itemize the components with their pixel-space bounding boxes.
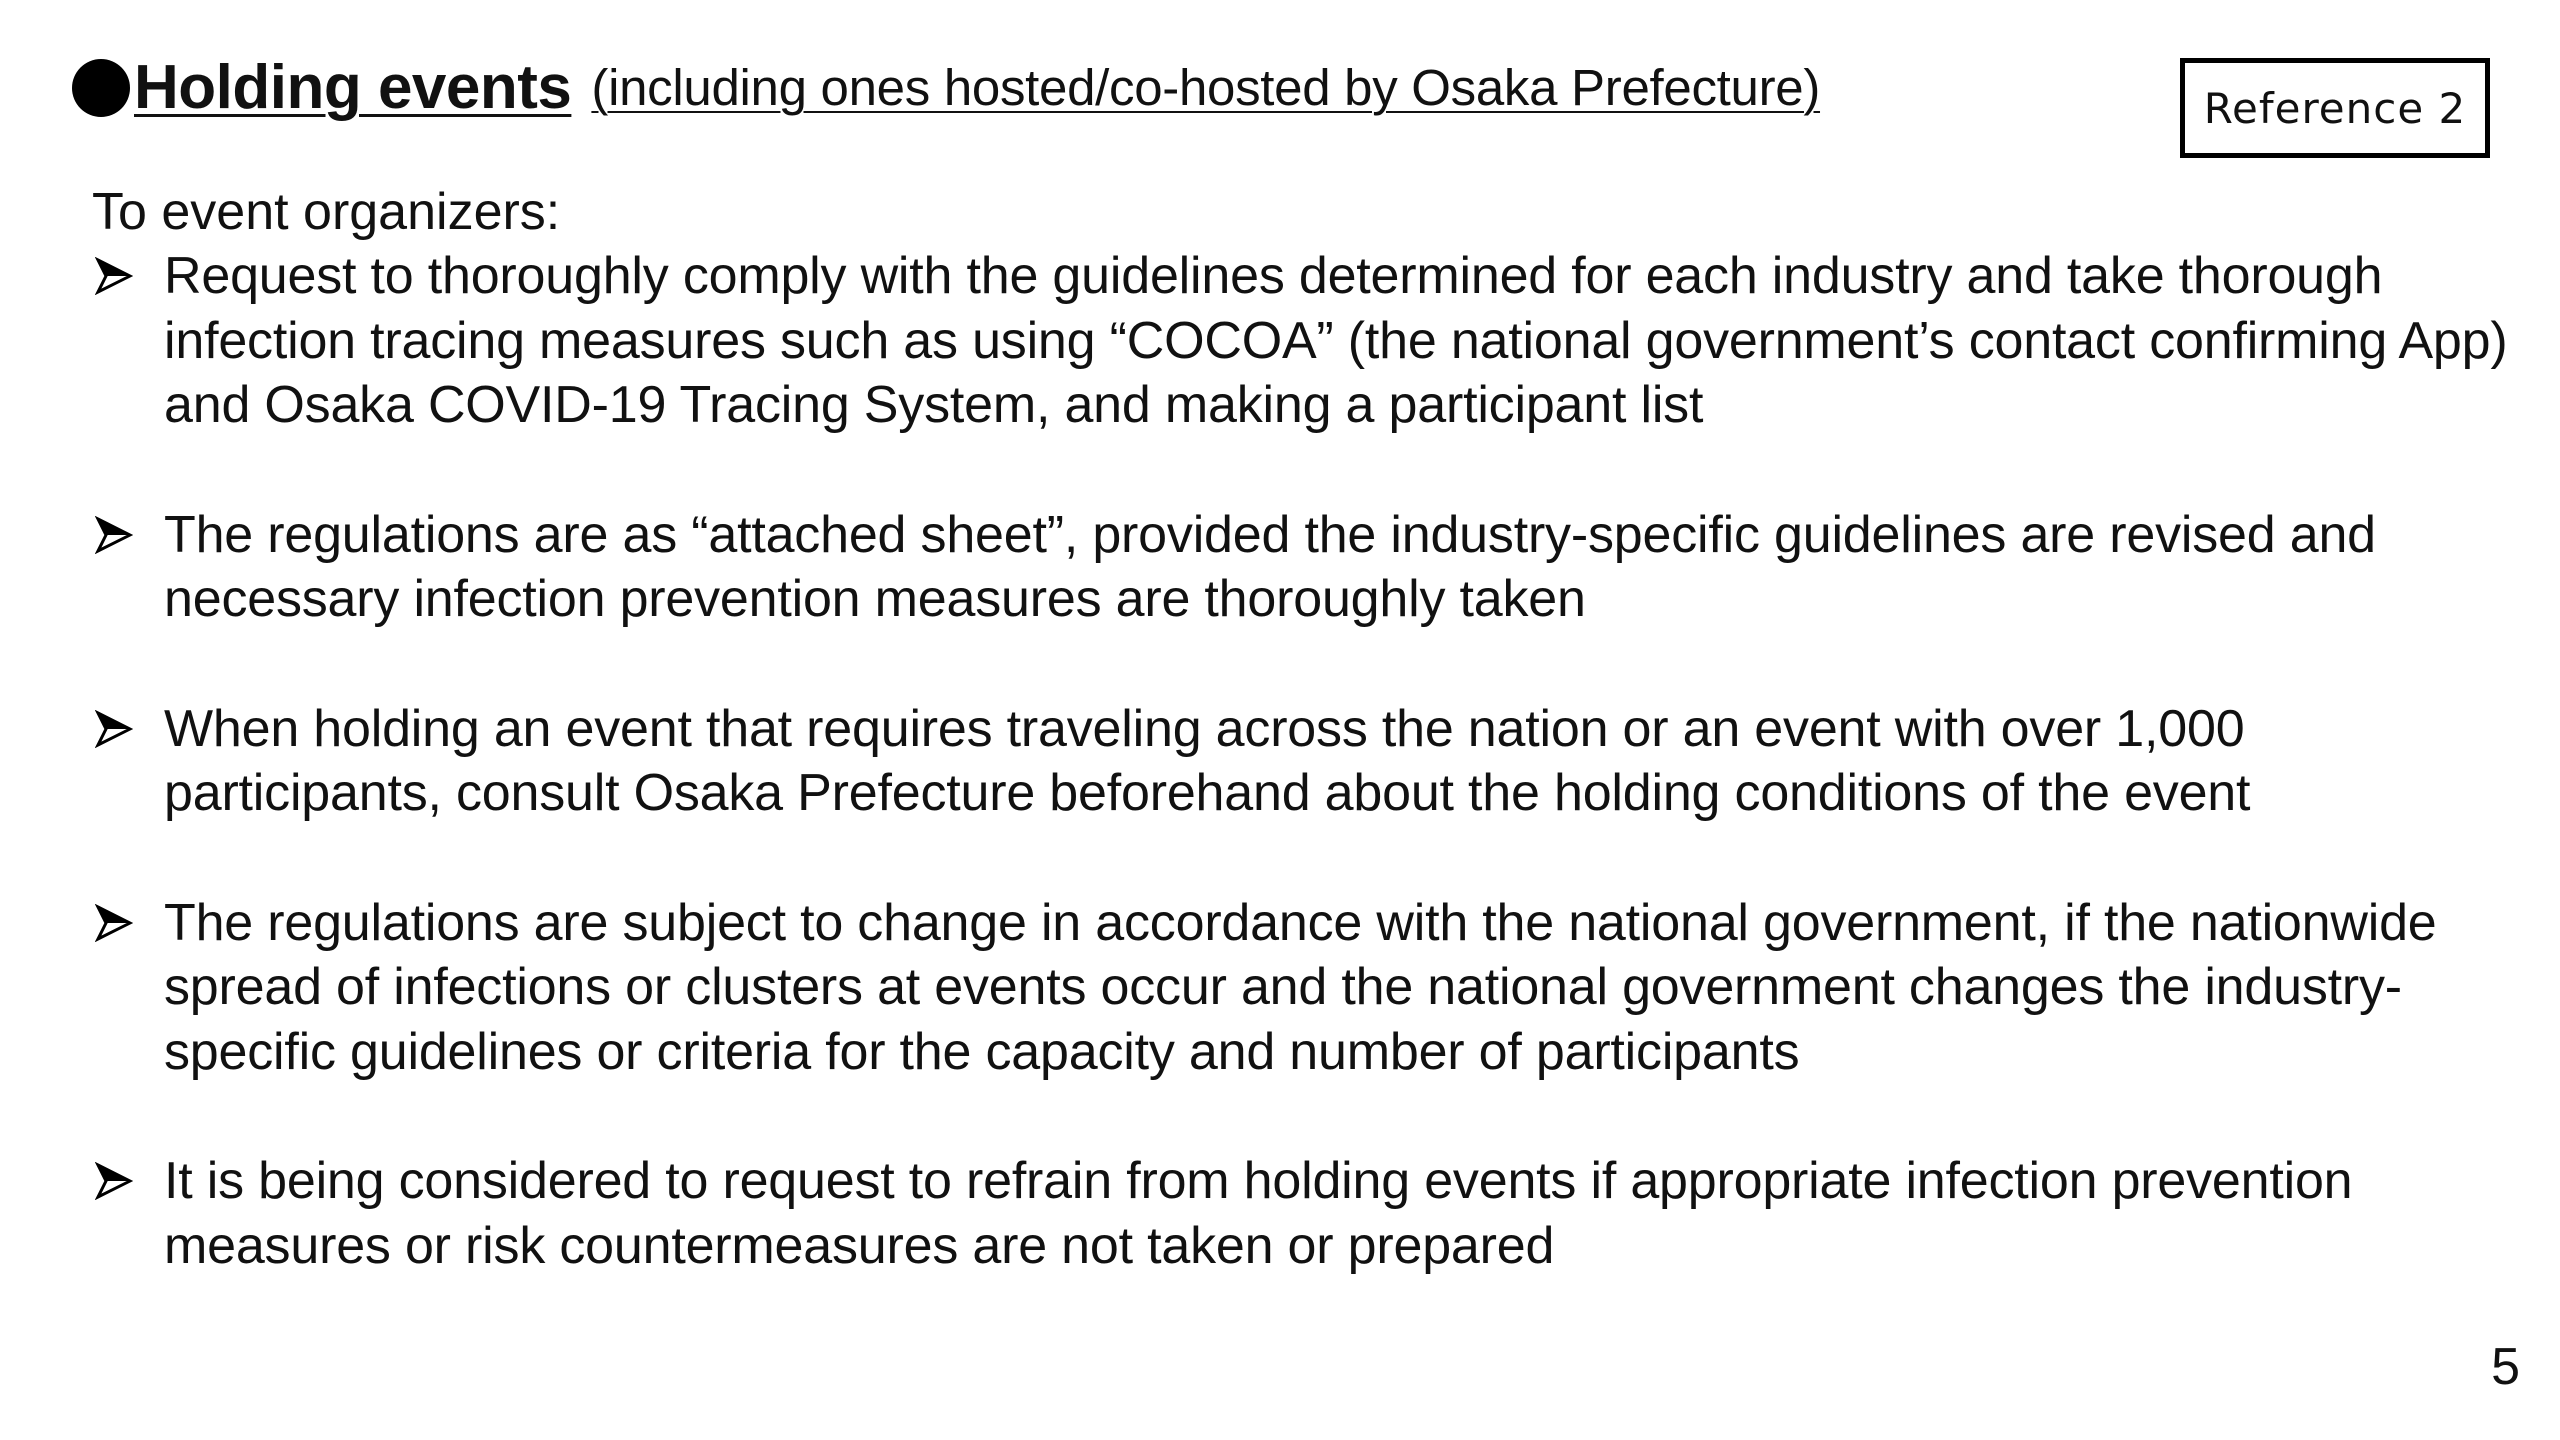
bullet-list (92, 244, 2512, 1343)
list-item (92, 697, 2512, 826)
list-item (92, 1149, 2512, 1278)
filled-circle-icon (72, 59, 130, 117)
page-title: Holding events (134, 53, 572, 122)
list-item-text: When holding an event that requires traveling across the nation or an event with over 1,000 participants, consult Osaka Prefecture beforehand about the holding conditions of the event (164, 699, 2251, 822)
page-subtitle: (including ones hosted/co-hosted by Osaka Prefecture) (591, 59, 1821, 116)
title-row (72, 52, 1820, 123)
list-item-text: Request to thoroughly comply with the guidelines determined for each industry and take thorough infection tracing measures such as using “COCOA” (the national government’s contact confirming App) and Osaka COVID-19 Tracing System, and making a participant list (164, 247, 2508, 434)
intro-text: To event organizers: (92, 183, 561, 241)
list-item (92, 503, 2512, 632)
list-item-text: It is being considered to request to refrain from holding events if appropriate infection prevention measures or risk countermeasures are not taken or prepared (164, 1152, 2353, 1275)
arrowhead-bullet-icon (92, 244, 136, 308)
reference-badge: Reference 2 (2180, 58, 2490, 158)
arrowhead-bullet-icon (92, 503, 136, 567)
arrowhead-bullet-icon (92, 891, 136, 955)
list-item (92, 244, 2512, 438)
page-number: 5 (2491, 1338, 2520, 1396)
list-item (92, 891, 2512, 1085)
arrowhead-bullet-icon (92, 697, 136, 761)
list-item-text: The regulations are subject to change in accordance with the national government, if the nationwide spread of infections or clusters at events occur and the national government changes the industry-specific guidelines or criteria for the capacity and number of participants (164, 893, 2437, 1081)
list-item-text: The regulations are as “attached sheet”, provided the industry-specific guidelines are revised and necessary infection prevention measures are thoroughly taken (164, 505, 2376, 628)
arrowhead-bullet-icon (92, 1149, 136, 1213)
